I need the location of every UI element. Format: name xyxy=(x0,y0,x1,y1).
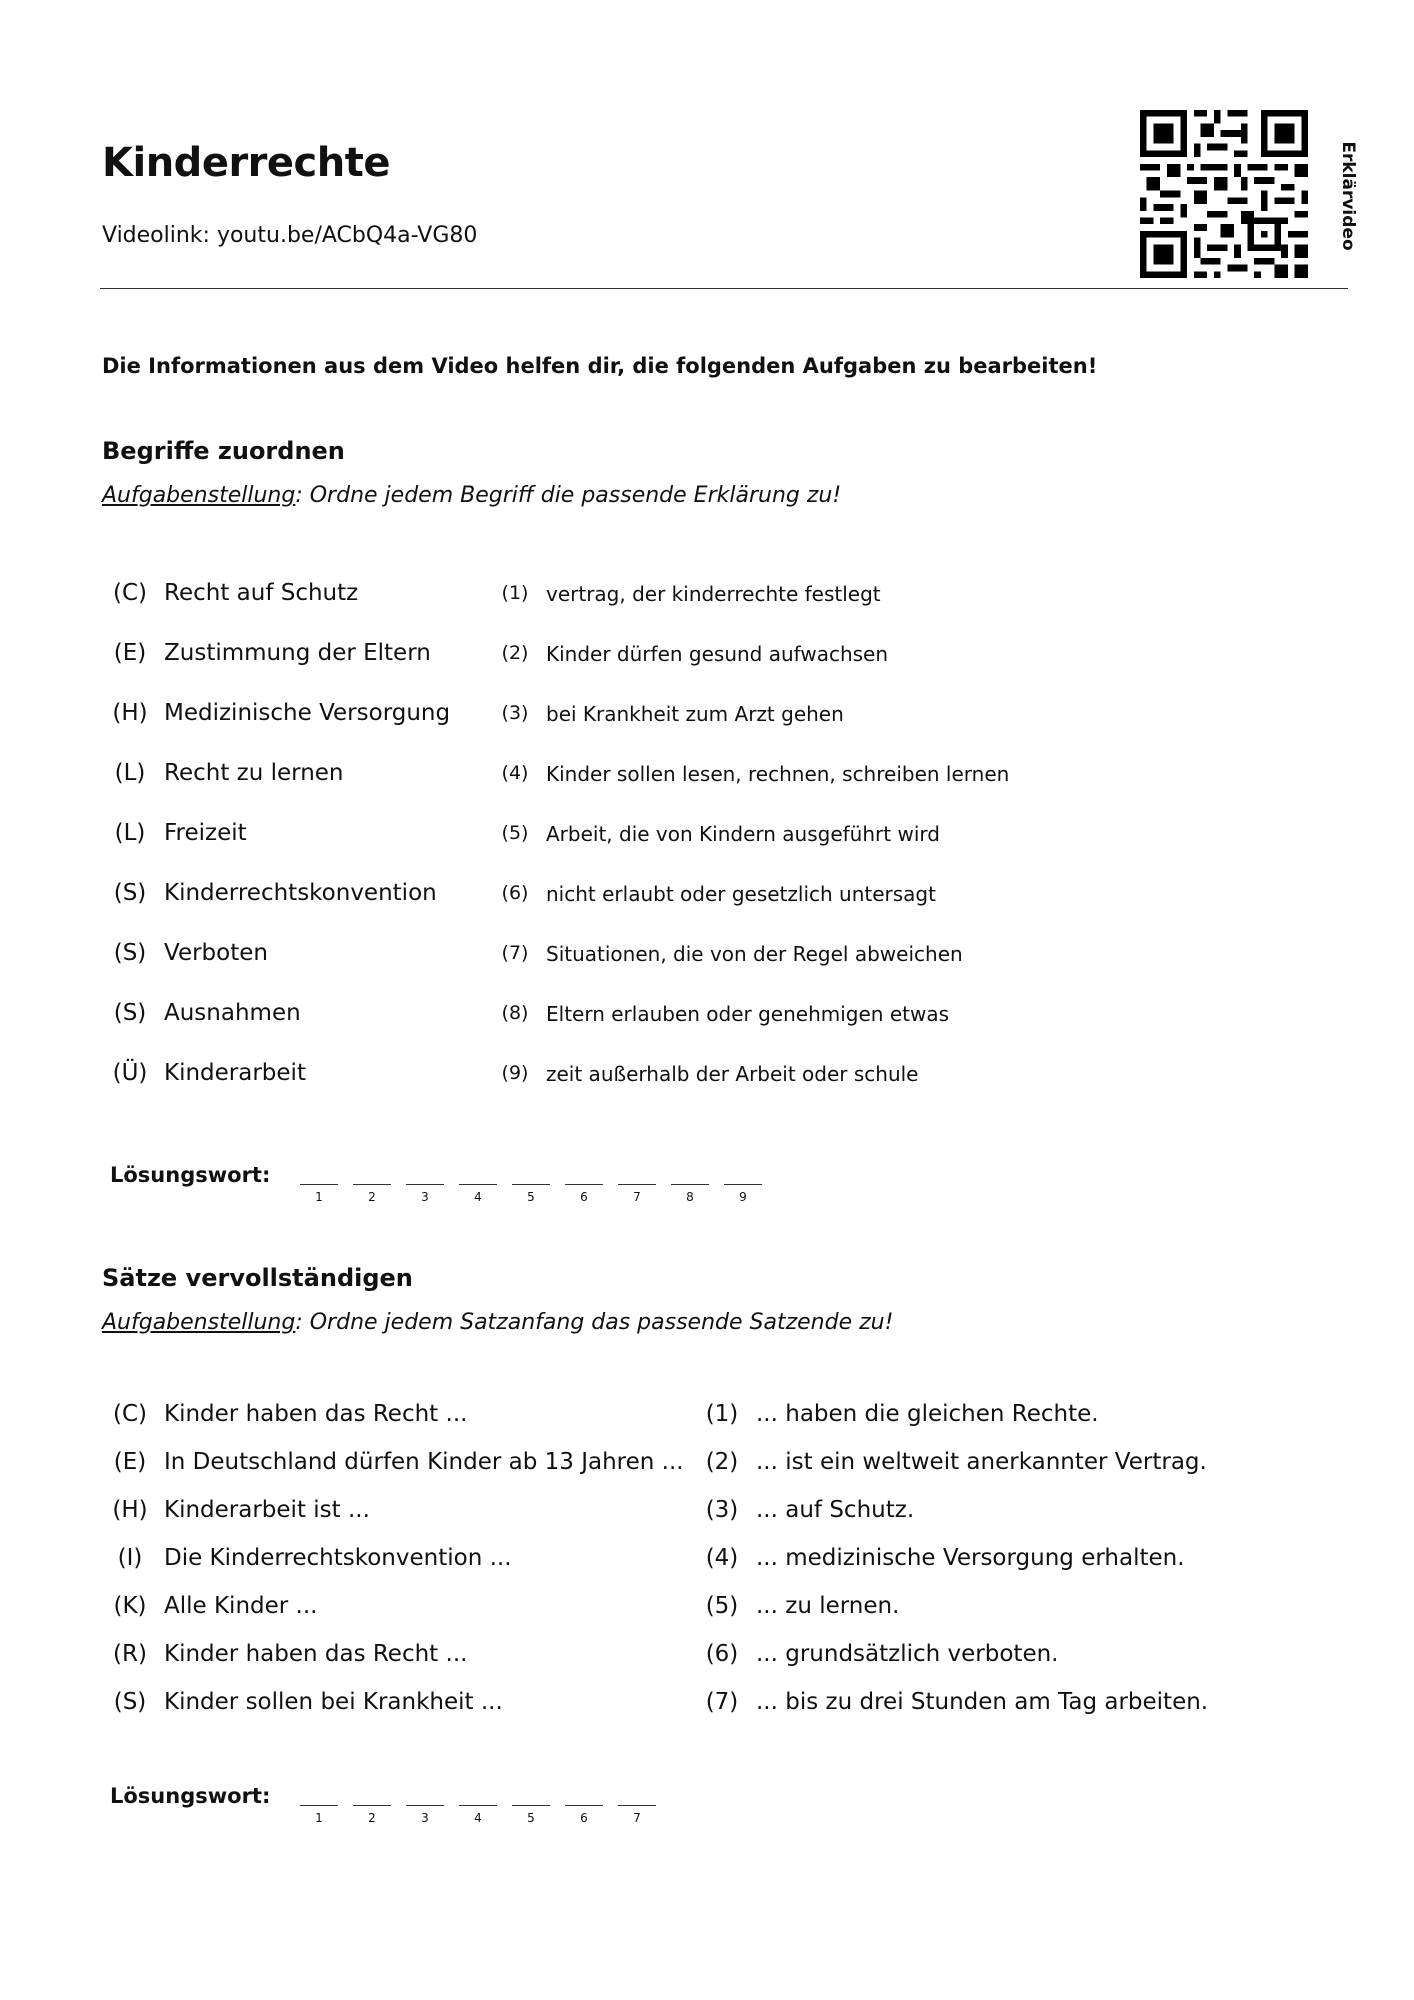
page-title: Kinderrechte xyxy=(102,140,390,186)
solution-blank[interactable]: 3 xyxy=(406,1184,444,1214)
solution-blank[interactable]: 5 xyxy=(512,1805,550,1835)
list-item: (S) Ausnahmen (8) Eltern erlauben oder genehmigen etwas xyxy=(113,1000,950,1026)
solution-blank[interactable]: 3 xyxy=(406,1805,444,1835)
list-item: (S) Verboten (7) Situationen, die von der Regel abweichen xyxy=(113,940,963,966)
solution-blank[interactable]: 6 xyxy=(565,1805,603,1835)
list-item: (H) Kinderarbeit ist ... (3) ... auf Schutz. xyxy=(112,1497,915,1523)
solution-blank[interactable]: 2 xyxy=(353,1805,391,1835)
section1-task: Aufgabenstellung: Ordne jedem Begriff die passende Erklärung zu! xyxy=(102,483,842,508)
list-item: (C) Recht auf Schutz (1) vertrag, der kinderrechte festlegt xyxy=(112,580,881,606)
section1-title: Begriffe zuordnen xyxy=(102,437,345,465)
list-item: (R) Kinder haben das Recht ... (6) ... grundsätzlich verboten. xyxy=(113,1641,1059,1667)
section2-solution-label: Lösungswort: xyxy=(110,1784,271,1808)
list-item: (K) Alle Kinder ... (5) ... zu lernen. xyxy=(113,1593,900,1619)
list-item: (S) Kinderrechtskonvention (6) nicht erlaubt oder gesetzlich untersagt xyxy=(113,880,936,906)
list-item: (E) Zustimmung der Eltern (2) Kinder dürfen gesund aufwachsen xyxy=(113,640,889,666)
intro-text: Die Informationen aus dem Video helfen dir, die folgenden Aufgaben zu bearbeiten! xyxy=(102,354,1098,378)
list-item: (C) Kinder haben das Recht ... (1) ... haben die gleichen Rechte. xyxy=(112,1401,1099,1427)
solution-blank[interactable]: 4 xyxy=(459,1805,497,1835)
solution-blank[interactable]: 7 xyxy=(618,1805,656,1835)
solution-blank[interactable]: 1 xyxy=(300,1805,338,1835)
solution-blank[interactable]: 5 xyxy=(512,1184,550,1214)
list-item: (I) Die Kinderrechtskonvention ... (4) ... medizinische Versorgung erhalten. xyxy=(117,1545,1185,1571)
list-item: (H) Medizinische Versorgung (3) bei Krankheit zum Arzt gehen xyxy=(112,700,844,726)
solution-blank[interactable]: 8 xyxy=(671,1184,709,1214)
list-item: (S) Kinder sollen bei Krankheit ... (7) ... bis zu drei Stunden am Tag arbeiten. xyxy=(113,1689,1209,1715)
solution-blank[interactable]: 9 xyxy=(724,1184,762,1214)
solution-blank[interactable]: 7 xyxy=(618,1184,656,1214)
qr-code-icon xyxy=(1140,110,1308,278)
section1-solution-label: Lösungswort: xyxy=(110,1163,271,1187)
list-item: (E) In Deutschland dürfen Kinder ab 13 Jahren ... (2) ... ist ein weltweit anerkannter Vertrag. xyxy=(113,1449,1207,1475)
solution-blank[interactable]: 2 xyxy=(353,1184,391,1214)
list-item: (L) Freizeit (5) Arbeit, die von Kindern ausgeführt wird xyxy=(114,820,940,846)
section2-task: Aufgabenstellung: Ordne jedem Satzanfang das passende Satzende zu! xyxy=(102,1310,894,1335)
qr-caption: Erklärvideo xyxy=(1338,141,1358,251)
video-link[interactable]: Videolink: youtu.be/ACbQ4a-VG80 xyxy=(102,223,478,248)
section2-title: Sätze vervollständigen xyxy=(102,1264,413,1292)
solution-blank[interactable]: 6 xyxy=(565,1184,603,1214)
list-item: (L) Recht zu lernen (4) Kinder sollen lesen, rechnen, schreiben lernen xyxy=(114,760,1010,786)
header-divider xyxy=(100,288,1348,289)
solution-blank[interactable]: 1 xyxy=(300,1184,338,1214)
list-item: (Ü) Kinderarbeit (9) zeit außerhalb der Arbeit oder schule xyxy=(112,1060,919,1086)
solution-blank[interactable]: 4 xyxy=(459,1184,497,1214)
